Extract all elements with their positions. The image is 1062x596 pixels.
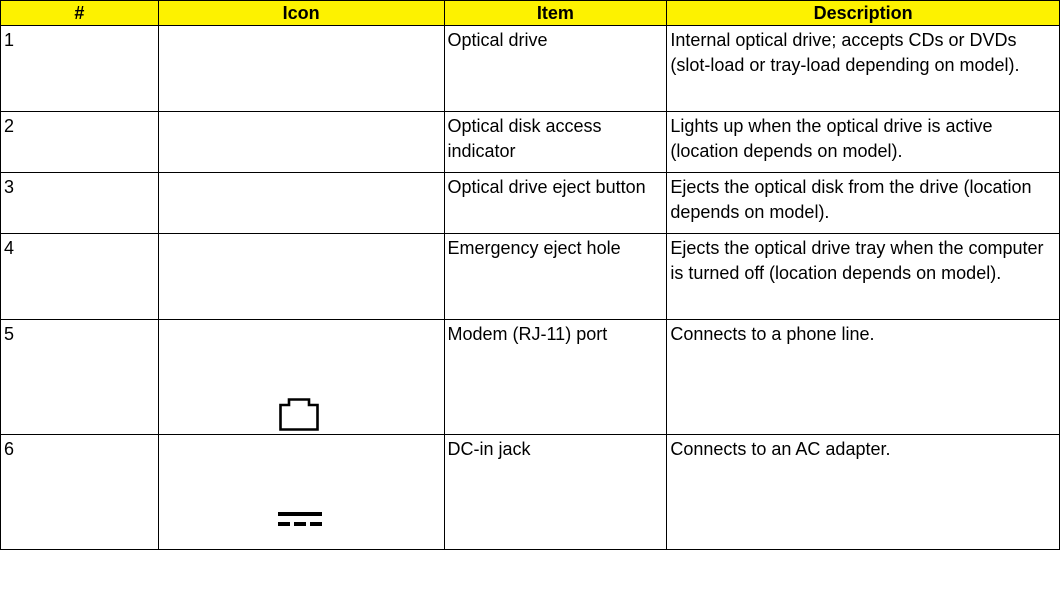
row-icon-cell (158, 26, 444, 112)
row-item: Emergency eject hole (444, 234, 667, 320)
row-num: 6 (1, 435, 159, 550)
row-icon-cell (158, 435, 444, 550)
row-item: Optical drive (444, 26, 667, 112)
table-row (1, 234, 1060, 320)
row-item: DC-in jack (444, 435, 667, 550)
row-num: 1 (1, 26, 159, 112)
row-num: 2 (1, 112, 159, 173)
row-description: Internal optical drive; accepts CDs or DVDs (slot-load or tray-load depending on model). (667, 26, 1060, 112)
header-description: Description (667, 1, 1060, 26)
row-description: Ejects the optical disk from the drive (location depends on model). (667, 173, 1060, 234)
row-icon-cell (158, 234, 444, 320)
row-num: 4 (1, 234, 159, 320)
row-icon-cell (158, 320, 444, 435)
phone-jack-icon (279, 398, 319, 431)
header-icon: Icon (158, 1, 444, 26)
header-item: Item (444, 1, 667, 26)
table-row (1, 112, 1060, 173)
row-description: Connects to an AC adapter. (667, 435, 1060, 550)
row-icon-cell (158, 112, 444, 173)
row-icon-cell (158, 173, 444, 234)
header-num: # (1, 1, 159, 26)
row-item: Modem (RJ-11) port (444, 320, 667, 435)
row-description: Lights up when the optical drive is active (location depends on model). (667, 112, 1060, 173)
table-row (1, 173, 1060, 234)
row-description: Ejects the optical drive tray when the computer is turned off (location depends on model). (667, 234, 1060, 320)
row-num: 5 (1, 320, 159, 435)
table-row (1, 320, 1060, 435)
table-header-row (1, 1, 1060, 26)
row-item: Optical drive eject button (444, 173, 667, 234)
table-row (1, 435, 1060, 550)
table-row (1, 26, 1060, 112)
row-item: Optical disk access indicator (444, 112, 667, 173)
dc-power-icon (278, 511, 322, 527)
row-description: Connects to a phone line. (667, 320, 1060, 435)
row-num: 3 (1, 173, 159, 234)
